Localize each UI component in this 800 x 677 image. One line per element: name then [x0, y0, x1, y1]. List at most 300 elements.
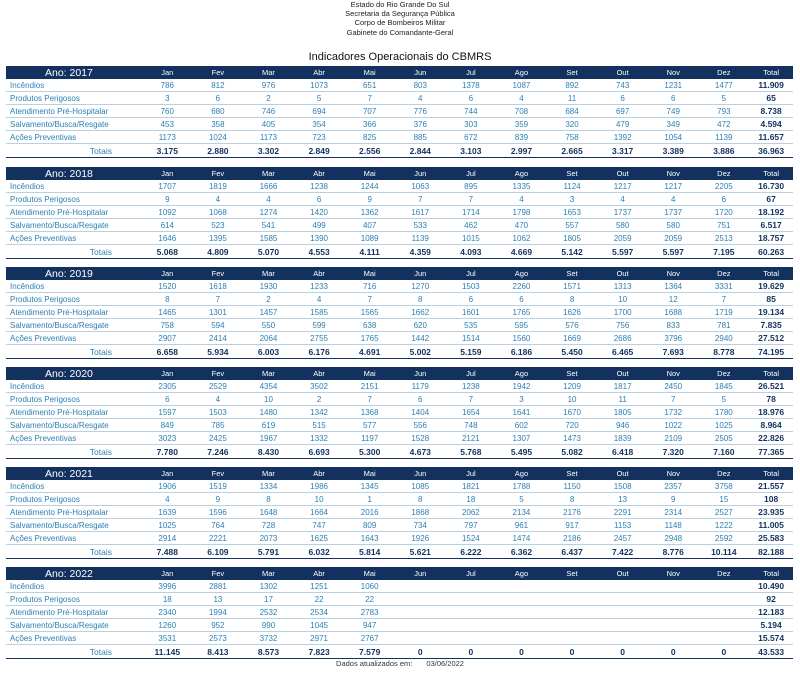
year-table [6, 267, 793, 359]
row-total: 11.657 [749, 131, 793, 144]
month-header: Set [547, 167, 598, 180]
row-total: 8.964 [749, 419, 793, 432]
value-cell: 1819 [193, 180, 244, 193]
month-header: Jul [446, 267, 497, 280]
value-cell: 3531 [142, 632, 193, 645]
indicator-label: Produtos Perigosos [6, 393, 142, 406]
month-header: Out [597, 467, 648, 480]
value-cell [395, 593, 446, 606]
total-header: Total [749, 367, 793, 380]
month-total: 2.849 [294, 144, 345, 158]
value-cell: 1986 [294, 480, 345, 493]
month-total: 5.450 [547, 345, 598, 359]
value-cell: 1457 [243, 306, 294, 319]
month-total: 7.693 [648, 345, 699, 359]
value-cell: 758 [142, 319, 193, 332]
month-total: 2.844 [395, 144, 446, 158]
month-total: 7.320 [648, 445, 699, 459]
value-cell: 1148 [648, 519, 699, 532]
value-cell: 3732 [243, 632, 294, 645]
value-cell: 1906 [142, 480, 193, 493]
value-cell: 746 [243, 105, 294, 118]
value-cell: 499 [294, 219, 345, 232]
month-total: 5.142 [547, 245, 598, 259]
value-cell: 6 [395, 393, 446, 406]
value-cell: 1 [344, 493, 395, 506]
row-total: 85 [749, 293, 793, 306]
value-cell: 7 [446, 193, 497, 206]
month-header: Nov [648, 567, 699, 580]
value-cell: 1342 [294, 406, 345, 419]
value-cell: 1139 [395, 232, 446, 245]
row-total: 108 [749, 493, 793, 506]
value-cell: 1251 [294, 580, 345, 593]
value-cell: 4 [193, 193, 244, 206]
table-row [6, 593, 793, 606]
value-cell: 734 [395, 519, 446, 532]
totals-label: Totais [6, 345, 142, 359]
value-cell: 1666 [243, 180, 294, 193]
value-cell: 651 [344, 79, 395, 92]
month-header: Jul [446, 367, 497, 380]
month-header: Abr [294, 167, 345, 180]
totals-label: Totais [6, 144, 142, 158]
value-cell: 1345 [344, 480, 395, 493]
value-cell: 2305 [142, 380, 193, 393]
total-header: Total [749, 66, 793, 79]
value-cell: 7 [344, 92, 395, 105]
value-cell: 776 [395, 105, 446, 118]
value-cell [597, 606, 648, 619]
value-cell: 797 [446, 519, 497, 532]
value-cell [699, 580, 750, 593]
value-cell: 541 [243, 219, 294, 232]
month-header: Jun [395, 66, 446, 79]
value-cell: 2534 [294, 606, 345, 619]
value-cell: 1662 [395, 306, 446, 319]
value-cell: 1465 [142, 306, 193, 319]
value-cell: 2205 [699, 180, 750, 193]
month-total: 4.093 [446, 245, 497, 259]
value-cell: 1334 [243, 480, 294, 493]
value-cell: 1503 [446, 280, 497, 293]
grand-total: 43.533 [749, 645, 793, 659]
value-cell: 1720 [699, 206, 750, 219]
month-total: 5.159 [446, 345, 497, 359]
month-header: Dez [699, 567, 750, 580]
value-cell: 2767 [344, 632, 395, 645]
value-cell: 3331 [699, 280, 750, 293]
value-cell: 708 [496, 105, 547, 118]
table-row [6, 506, 793, 519]
value-cell: 2573 [193, 632, 244, 645]
value-cell: 13 [193, 593, 244, 606]
value-cell: 2357 [648, 480, 699, 493]
table-row [6, 206, 793, 219]
value-cell: 1442 [395, 332, 446, 345]
value-cell: 2073 [243, 532, 294, 545]
value-cell: 1765 [496, 306, 547, 319]
totals-row [6, 545, 793, 559]
indicator-label: Incêndios [6, 580, 142, 593]
month-total: 7.579 [344, 645, 395, 659]
month-total: 0 [547, 645, 598, 659]
year-header-row [6, 367, 793, 380]
header-line-state: Estado do Rio Grande Do Sul [350, 0, 450, 9]
month-header: Abr [294, 467, 345, 480]
value-cell: 533 [395, 219, 446, 232]
month-header: Jun [395, 367, 446, 380]
value-cell: 728 [243, 519, 294, 532]
month-header: Mar [243, 367, 294, 380]
value-cell: 1025 [142, 519, 193, 532]
value-cell: 947 [344, 619, 395, 632]
value-cell: 756 [597, 319, 648, 332]
indicator-label: Produtos Perigosos [6, 293, 142, 306]
value-cell: 1173 [142, 131, 193, 144]
value-cell: 5 [699, 393, 750, 406]
row-total: 23.935 [749, 506, 793, 519]
value-cell: 5 [496, 493, 547, 506]
month-header: Jan [142, 267, 193, 280]
month-header: Jun [395, 167, 446, 180]
value-cell: 758 [547, 131, 598, 144]
month-header: Mar [243, 567, 294, 580]
value-cell: 1641 [496, 406, 547, 419]
value-cell: 990 [243, 619, 294, 632]
value-cell: 1153 [597, 519, 648, 532]
value-cell: 1646 [142, 232, 193, 245]
value-cell: 2064 [243, 332, 294, 345]
month-total: 3.389 [648, 144, 699, 158]
table-row [6, 306, 793, 319]
month-total: 5.934 [193, 345, 244, 359]
row-total: 18.976 [749, 406, 793, 419]
indicator-label: Ações Preventivas [6, 532, 142, 545]
month-header: Ago [496, 567, 547, 580]
value-cell: 747 [294, 519, 345, 532]
value-cell: 1015 [446, 232, 497, 245]
totals-label: Totais [6, 545, 142, 559]
value-cell: 2314 [648, 506, 699, 519]
value-cell: 1233 [294, 280, 345, 293]
value-cell: 812 [193, 79, 244, 92]
row-total: 4.594 [749, 118, 793, 131]
indicator-label: Atendimento Pré-Hospitalar [6, 506, 142, 519]
value-cell: 1994 [193, 606, 244, 619]
footer-date: 03/06/2022 [426, 659, 464, 668]
indicator-label: Ações Preventivas [6, 332, 142, 345]
value-cell: 2592 [699, 532, 750, 545]
value-cell: 7 [344, 393, 395, 406]
value-cell: 744 [446, 105, 497, 118]
row-total: 27.512 [749, 332, 793, 345]
value-cell [446, 593, 497, 606]
month-total: 6.362 [496, 545, 547, 559]
value-cell: 4 [597, 193, 648, 206]
value-cell: 6 [446, 293, 497, 306]
month-total: 8.776 [648, 545, 699, 559]
totals-label: Totais [6, 645, 142, 659]
month-total: 6.465 [597, 345, 648, 359]
month-header: Jun [395, 567, 446, 580]
value-cell: 594 [193, 319, 244, 332]
month-header: Ago [496, 467, 547, 480]
value-cell: 1150 [547, 480, 598, 493]
value-cell: 4 [496, 92, 547, 105]
value-cell: 7 [344, 293, 395, 306]
value-cell: 952 [193, 619, 244, 632]
month-total: 2.556 [344, 144, 395, 158]
month-header: Abr [294, 367, 345, 380]
grand-total: 36.963 [749, 144, 793, 158]
value-cell: 8 [243, 493, 294, 506]
value-cell: 1719 [699, 306, 750, 319]
row-total: 8.738 [749, 105, 793, 118]
month-total: 6.658 [142, 345, 193, 359]
value-cell [446, 580, 497, 593]
value-cell: 1068 [193, 206, 244, 219]
row-total: 7.835 [749, 319, 793, 332]
month-header: Out [597, 367, 648, 380]
value-cell: 1585 [294, 306, 345, 319]
value-cell: 1839 [597, 432, 648, 445]
value-cell: 1519 [193, 480, 244, 493]
row-total: 65 [749, 92, 793, 105]
value-cell: 556 [395, 419, 446, 432]
indicator-label: Incêndios [6, 380, 142, 393]
indicator-label: Incêndios [6, 79, 142, 92]
year-label: Ano: 2022 [6, 567, 142, 580]
value-cell: 1664 [294, 506, 345, 519]
value-cell: 1737 [648, 206, 699, 219]
month-header: Jul [446, 467, 497, 480]
value-cell: 1653 [547, 206, 598, 219]
year-label: Ano: 2020 [6, 367, 142, 380]
value-cell: 1395 [193, 232, 244, 245]
month-header: Fev [193, 567, 244, 580]
value-cell: 1474 [496, 532, 547, 545]
table-row [6, 131, 793, 144]
value-cell [648, 619, 699, 632]
value-cell: 1508 [597, 480, 648, 493]
value-cell: 1780 [699, 406, 750, 419]
value-cell: 619 [243, 419, 294, 432]
month-total: 0 [496, 645, 547, 659]
value-cell: 2914 [142, 532, 193, 545]
value-cell: 407 [344, 219, 395, 232]
value-cell: 2291 [597, 506, 648, 519]
value-cell: 764 [193, 519, 244, 532]
month-total: 2.880 [193, 144, 244, 158]
value-cell [597, 580, 648, 593]
table-row [6, 519, 793, 532]
month-total: 3.103 [446, 144, 497, 158]
value-cell: 2 [243, 92, 294, 105]
year-table [6, 467, 793, 559]
month-total: 6.176 [294, 345, 345, 359]
total-header: Total [749, 167, 793, 180]
month-total: 4.673 [395, 445, 446, 459]
indicator-label: Salvamento/Busca/Resgate [6, 519, 142, 532]
value-cell: 1670 [547, 406, 598, 419]
value-cell: 5 [294, 92, 345, 105]
value-cell: 10 [597, 293, 648, 306]
value-cell: 976 [243, 79, 294, 92]
month-total: 6.437 [547, 545, 598, 559]
value-cell: 2062 [446, 506, 497, 519]
value-cell: 1930 [243, 280, 294, 293]
indicator-label: Atendimento Pré-Hospitalar [6, 606, 142, 619]
value-cell: 1477 [699, 79, 750, 92]
row-total: 25.583 [749, 532, 793, 545]
value-cell: 760 [142, 105, 193, 118]
month-total: 7.160 [699, 445, 750, 459]
value-cell: 961 [496, 519, 547, 532]
value-cell: 349 [648, 118, 699, 131]
value-cell: 1173 [243, 131, 294, 144]
month-total: 8.430 [243, 445, 294, 459]
value-cell: 1565 [344, 306, 395, 319]
value-cell: 1625 [294, 532, 345, 545]
value-cell: 2755 [294, 332, 345, 345]
month-header: Fev [193, 467, 244, 480]
value-cell: 2948 [648, 532, 699, 545]
value-cell: 1054 [648, 131, 699, 144]
indicator-label: Atendimento Pré-Hospitalar [6, 306, 142, 319]
grand-total: 82.188 [749, 545, 793, 559]
indicator-label: Atendimento Pré-Hospitalar [6, 206, 142, 219]
value-cell: 1788 [496, 480, 547, 493]
year-label: Ano: 2021 [6, 467, 142, 480]
value-cell [547, 593, 598, 606]
value-cell: 4 [142, 493, 193, 506]
value-cell: 405 [243, 118, 294, 131]
value-cell: 4 [193, 393, 244, 406]
month-total: 10.114 [699, 545, 750, 559]
value-cell: 1085 [395, 480, 446, 493]
value-cell [496, 593, 547, 606]
value-cell: 2109 [648, 432, 699, 445]
value-cell: 793 [699, 105, 750, 118]
table-row [6, 332, 793, 345]
totals-row [6, 144, 793, 158]
value-cell: 1601 [446, 306, 497, 319]
row-total: 19.134 [749, 306, 793, 319]
value-cell: 2059 [648, 232, 699, 245]
value-cell: 15 [699, 493, 750, 506]
month-total: 0 [597, 645, 648, 659]
value-cell [496, 619, 547, 632]
year-header-row [6, 167, 793, 180]
month-total: 7.823 [294, 645, 345, 659]
value-cell: 2450 [648, 380, 699, 393]
value-cell: 1022 [648, 419, 699, 432]
month-total: 11.145 [142, 645, 193, 659]
value-cell: 1737 [597, 206, 648, 219]
value-cell: 1024 [193, 131, 244, 144]
month-total: 8.573 [243, 645, 294, 659]
footer-label: Dados atualizados em: [336, 659, 413, 668]
month-header: Jun [395, 467, 446, 480]
value-cell: 720 [547, 419, 598, 432]
value-cell: 809 [344, 519, 395, 532]
value-cell: 1707 [142, 180, 193, 193]
value-cell: 1045 [294, 619, 345, 632]
value-cell: 358 [193, 118, 244, 131]
table-row [6, 118, 793, 131]
month-header: Jan [142, 367, 193, 380]
row-total: 92 [749, 593, 793, 606]
month-total: 5.814 [344, 545, 395, 559]
value-cell: 1805 [547, 232, 598, 245]
value-cell: 1845 [699, 380, 750, 393]
value-cell: 523 [193, 219, 244, 232]
value-cell: 453 [142, 118, 193, 131]
value-cell [648, 632, 699, 645]
value-cell: 4 [496, 193, 547, 206]
value-cell: 4 [243, 193, 294, 206]
value-cell: 1654 [446, 406, 497, 419]
value-cell: 1238 [446, 380, 497, 393]
value-cell: 3023 [142, 432, 193, 445]
month-header: Fev [193, 167, 244, 180]
value-cell: 1597 [142, 406, 193, 419]
value-cell: 803 [395, 79, 446, 92]
value-cell: 1244 [344, 180, 395, 193]
value-cell: 1302 [243, 580, 294, 593]
value-cell: 366 [344, 118, 395, 131]
month-header: Nov [648, 66, 699, 79]
value-cell: 354 [294, 118, 345, 131]
indicator-label: Produtos Perigosos [6, 493, 142, 506]
month-total: 0 [648, 645, 699, 659]
value-cell: 11 [547, 92, 598, 105]
totals-row [6, 245, 793, 259]
indicator-label: Atendimento Pré-Hospitalar [6, 105, 142, 118]
table-row [6, 180, 793, 193]
value-cell: 1805 [597, 406, 648, 419]
value-cell: 7 [446, 393, 497, 406]
row-total: 18.192 [749, 206, 793, 219]
month-header: Mar [243, 267, 294, 280]
value-cell: 1732 [648, 406, 699, 419]
value-cell: 1617 [395, 206, 446, 219]
value-cell: 1643 [344, 532, 395, 545]
value-cell: 2121 [446, 432, 497, 445]
value-cell: 22 [294, 593, 345, 606]
value-cell: 1217 [648, 180, 699, 193]
value-cell: 1238 [294, 180, 345, 193]
footer [0, 659, 800, 668]
value-cell: 13 [597, 493, 648, 506]
value-cell: 2881 [193, 580, 244, 593]
month-header: Out [597, 167, 648, 180]
month-header: Nov [648, 267, 699, 280]
row-total: 11.909 [749, 79, 793, 92]
month-header: Mar [243, 66, 294, 79]
month-header: Jan [142, 467, 193, 480]
value-cell: 2221 [193, 532, 244, 545]
table-row [6, 580, 793, 593]
value-cell: 2260 [496, 280, 547, 293]
value-cell: 1139 [699, 131, 750, 144]
month-total: 8.778 [699, 345, 750, 359]
table-row [6, 380, 793, 393]
table-row [6, 480, 793, 493]
indicator-label: Ações Preventivas [6, 232, 142, 245]
month-header: Fev [193, 267, 244, 280]
